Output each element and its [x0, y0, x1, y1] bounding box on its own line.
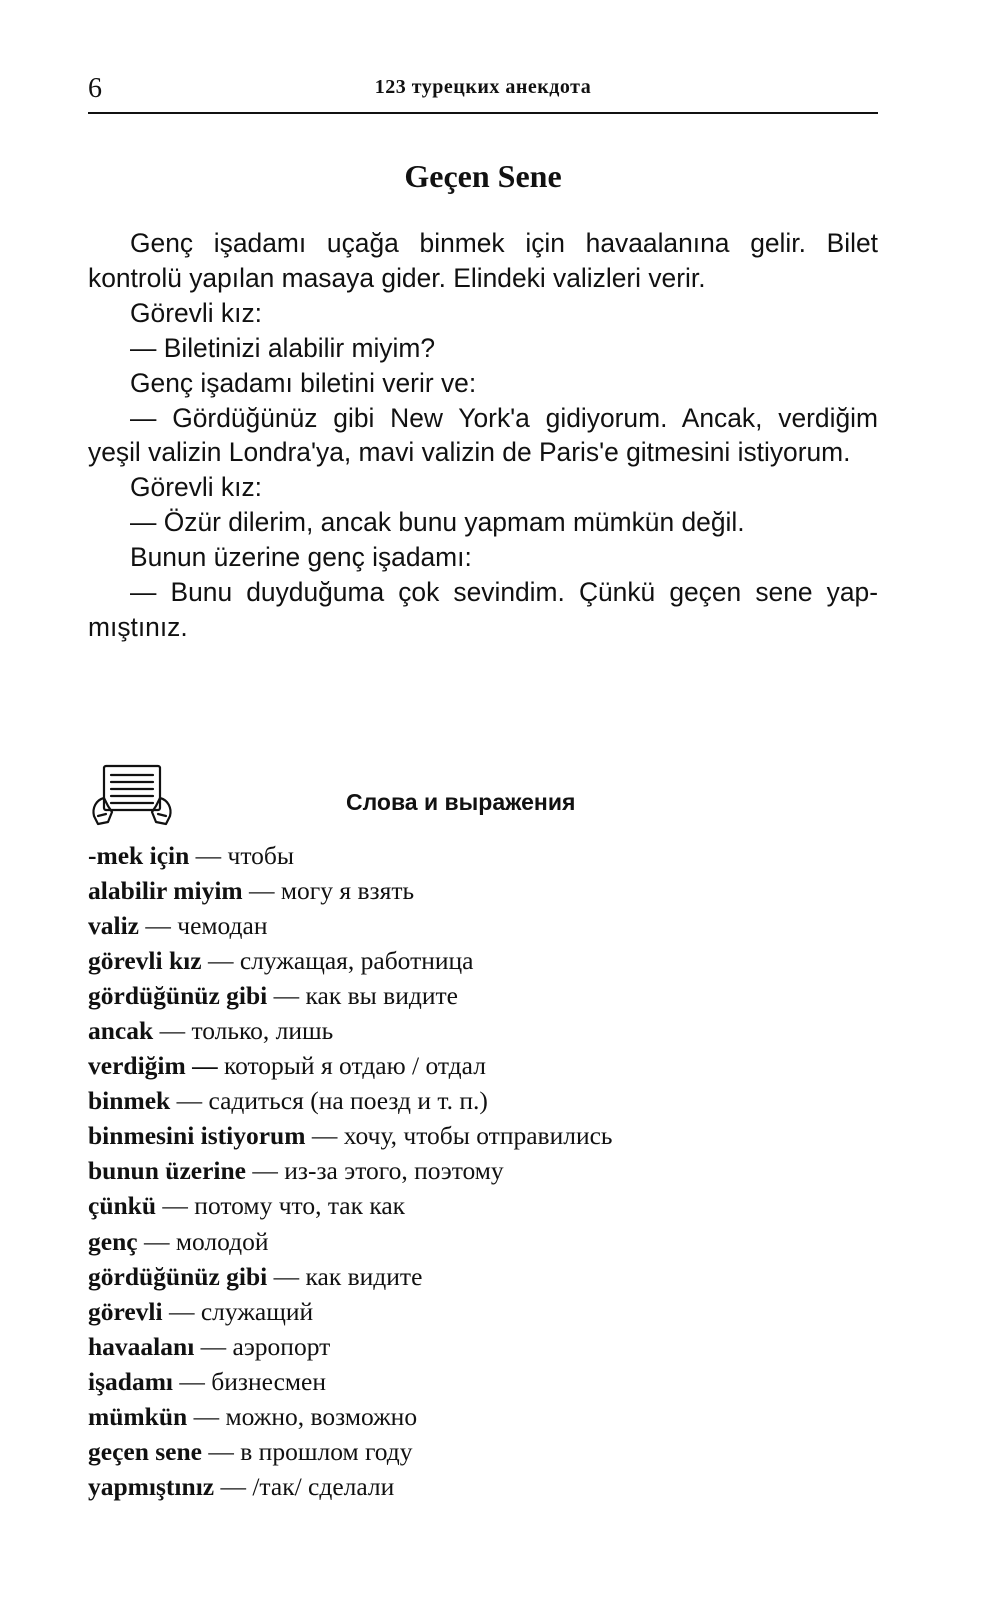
glossary-meaning: как видите — [305, 1261, 423, 1291]
glossary-dash: — — [267, 981, 306, 1011]
glossary-dash: — — [246, 1156, 285, 1186]
glossary-term: görevli — [88, 1296, 163, 1326]
glossary-term: -mek için — [88, 841, 190, 870]
glossary-meaning: потому что, так как — [194, 1191, 406, 1221]
glossary-meaning: служащая, работница — [239, 946, 474, 976]
glossary-entry — [88, 1224, 878, 1259]
glossary-dash: — — [137, 1226, 176, 1256]
glossary-dash: — — [170, 1086, 209, 1116]
story-text — [88, 226, 878, 645]
glossary-entry — [88, 1399, 878, 1434]
glossary-entry — [88, 943, 878, 978]
glossary-dash: — — [202, 1436, 241, 1466]
glossary-dash: — — [194, 1331, 233, 1361]
glossary-entry — [88, 1434, 878, 1469]
glossary-dash: — — [162, 1296, 201, 1326]
glossary-term: gördüğünüz gibi — [88, 1261, 268, 1291]
glossary-entry — [88, 1013, 878, 1048]
glossary-dash: — — [173, 1366, 212, 1396]
story-paragraph: Genç işadamı uçağa binmek için havaalanına gelir. Bilet kontrolü yapılan masaya gider. Elindeki valizleri verir. — [88, 228, 878, 293]
glossary-meaning: молодой — [175, 1226, 269, 1256]
story-paragraph: — Gördüğünüz gibi New York'a gidiyorum. Ancak, verdiğim yeşil valizin Londra'ya, mavi valizin de Paris'e gitmesini istiyorum. — [88, 402, 878, 468]
glossary-dash: — — [201, 946, 240, 976]
glossary-meaning: чемодан — [177, 911, 268, 941]
glossary-dash: — — [153, 1016, 192, 1046]
glossary-entry — [88, 838, 878, 873]
glossary-term: çünkü — [88, 1191, 157, 1221]
glossary-term: verdiğim — — [88, 1051, 218, 1081]
glossary-entry — [88, 1188, 878, 1223]
glossary-entry — [88, 908, 878, 943]
glossary-term: görevli kız — [88, 946, 202, 976]
glossary-entry — [88, 1469, 878, 1504]
glossary-entry — [88, 1294, 878, 1329]
glossary-dash: — — [214, 1471, 253, 1501]
glossary-term: mümkün — [88, 1401, 188, 1431]
glossary-meaning: служащий — [200, 1296, 314, 1326]
glossary-meaning: из-за этого, поэтому — [284, 1156, 504, 1186]
glossary-term: genç — [88, 1226, 138, 1256]
glossary-term: yapmıştınız — [88, 1471, 215, 1501]
glossary-dash: — — [305, 1121, 344, 1151]
glossary-meaning: чтобы — [227, 841, 295, 870]
glossary-meaning: только, лишь — [191, 1016, 334, 1046]
glossary-meaning: /так/ сделали — [252, 1471, 395, 1501]
glossary-meaning: бизнесмен — [211, 1366, 326, 1396]
glossary-meaning: аэропорт — [232, 1331, 331, 1361]
glossary-meaning: могу я взять — [280, 876, 415, 906]
glossary-dash: — — [187, 1401, 226, 1431]
glossary-term: bunun üzerine — [88, 1156, 247, 1186]
glossary-entry — [88, 1364, 878, 1399]
story-paragraph: Bunun üzerine genç işadamı: — [130, 542, 472, 573]
glossary-meaning: который я отдаю / отдал — [223, 1051, 486, 1081]
glossary-term: işadamı — [88, 1366, 174, 1396]
running-title: 123 турецких анекдота — [374, 76, 592, 98]
glossary-entry — [88, 873, 878, 908]
vocabulary-header — [88, 762, 878, 832]
glossary-meaning: в прошлом году — [240, 1436, 413, 1466]
glossary-term: binmesini istiyorum — [88, 1121, 306, 1151]
glossary-dash: — — [156, 1191, 195, 1221]
glossary-entry — [88, 978, 878, 1013]
glossary-entry — [88, 1083, 878, 1118]
glossary-entry — [88, 1118, 878, 1153]
page-header — [88, 72, 878, 114]
glossary-term: alabilir miyim — [88, 876, 243, 906]
glossary-list — [88, 838, 878, 1504]
glossary-dash: — — [267, 1261, 306, 1291]
glossary-term: ancak — [88, 1016, 154, 1046]
glossary-term: gördüğünüz gibi — [88, 981, 268, 1011]
glossary-dash: — — [139, 911, 178, 941]
glossary-entry — [88, 1048, 878, 1083]
glossary-term: havaalanı — [88, 1331, 195, 1361]
glossary-meaning: садиться (на поезд и т. п.) — [208, 1086, 488, 1116]
glossary-term: geçen sene — [88, 1436, 203, 1466]
glossary-entry — [88, 1329, 878, 1364]
glossary-meaning: хочу, чтобы отправились — [343, 1121, 613, 1151]
story-paragraph: Görevli kız: — [130, 297, 262, 328]
story-paragraph: Genç işadamı biletini verir ve: — [130, 367, 477, 398]
vocabulary-title: Слова и выражения — [346, 789, 576, 815]
reading-book-icon — [88, 762, 180, 830]
story-paragraph: — Biletinizi alabilir miyim? — [130, 332, 436, 363]
story-paragraph: — Özür dilerim, ancak bunu yapmam mümkün değil. — [130, 507, 745, 538]
glossary-dash: — — [189, 841, 228, 870]
glossary-entry — [88, 1259, 878, 1294]
story-paragraph: — Bunu duyduğuma çok sevindim. Çünkü geçen sene yapmıştınız. — [88, 577, 878, 642]
glossary-term: binmek — [88, 1086, 171, 1116]
glossary-term: valiz — [88, 911, 139, 941]
story-title: Geçen Sene — [404, 158, 562, 194]
glossary-entry — [88, 1153, 878, 1188]
page-number: 6 — [88, 73, 102, 104]
story-paragraph: Görevli kız: — [130, 472, 262, 503]
glossary-meaning: как вы видите — [305, 981, 458, 1011]
glossary-meaning: можно, возможно — [225, 1401, 418, 1431]
glossary-dash: — — [242, 876, 281, 906]
